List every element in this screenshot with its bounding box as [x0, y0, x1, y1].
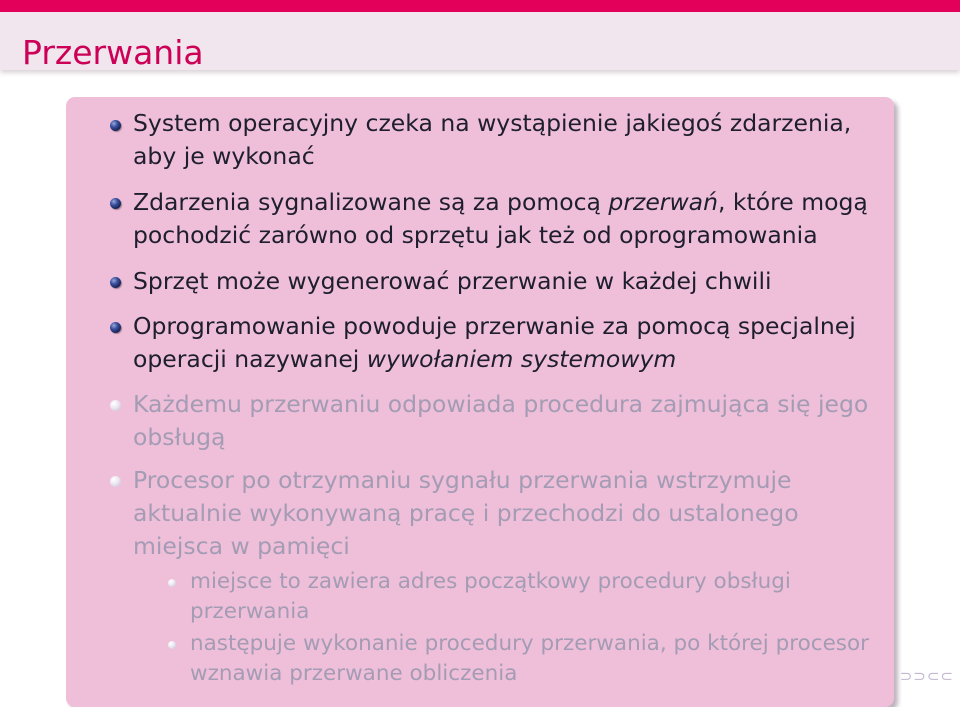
item-text: Zdarzenia sygnalizowane są za pomocą przerwań, które mogą pochodzić zarówno od sprzętu jak też od oprogramowania: [133, 188, 868, 249]
bullet-icon: [110, 198, 121, 209]
bullet-icon: [110, 400, 121, 411]
slide-header: [0, 12, 960, 70]
sub-item-text: miejsce to zawiera adres początkowy procedury obsługi przerwania: [190, 569, 791, 624]
bullet-icon: [110, 120, 121, 131]
bullet-icon: [110, 277, 121, 288]
item-text: Każdemu przerwaniu odpowiada procedura zajmująca się jego obsługą: [133, 390, 869, 451]
navigation-symbols[interactable]: ⊃⊃⊂⊂: [899, 667, 954, 685]
sub-item-text: następuje wykonanie procedury przerwania, po której procesor wznawia przerwane obliczenia: [190, 631, 869, 686]
item-text: Procesor po otrzymaniu sygnału przerwania wstrzymuje aktualnie wykonywaną pracę i przechodzi do ustalonego miejsca w pamięci: [133, 466, 799, 560]
item-text: Oprogramowanie powoduje przerwanie za pomocą specjalnej operacji nazywanej wywołaniem systemowym: [133, 312, 856, 373]
item-text: System operacyjny czeka na wystąpienie jakiegoś zdarzenia, aby je wykonać: [133, 109, 852, 170]
top-accent-strip: [0, 0, 960, 12]
sub-bullet-icon: [168, 641, 176, 649]
bullet-icon: [110, 322, 121, 333]
item-text: Sprzęt może wygenerować przerwanie w każdej chwili: [133, 267, 772, 295]
content-block: [66, 97, 894, 707]
sub-bullet-icon: [168, 579, 176, 587]
slide-title: Przerwania: [22, 33, 204, 72]
bullet-icon: [110, 476, 121, 487]
